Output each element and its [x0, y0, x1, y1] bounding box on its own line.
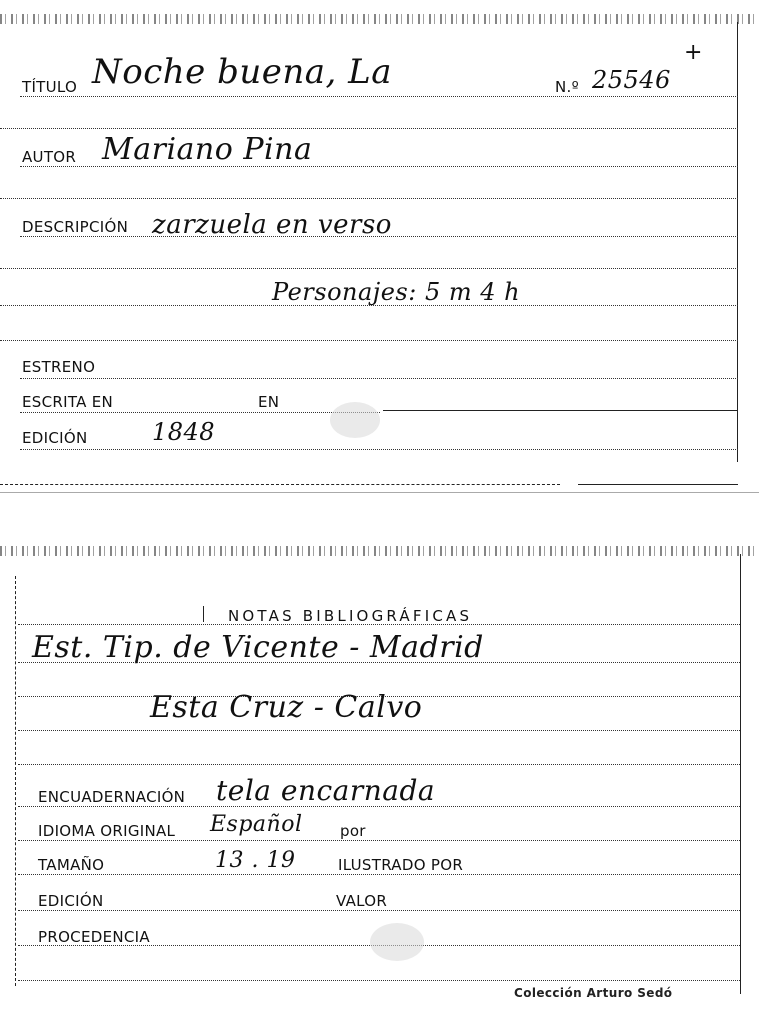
- idioma-label: IDIOMA ORIGINAL: [38, 822, 176, 840]
- titulo-value: Noche buena, La: [92, 52, 393, 92]
- escrita-line-right: [383, 410, 738, 411]
- note-line-1: Est. Tip. de Vicente - Madrid: [32, 630, 484, 665]
- card-right-edge: [740, 554, 741, 994]
- smudge: [330, 402, 380, 438]
- escrita-line: [20, 412, 380, 413]
- card-left-edge: [15, 576, 16, 986]
- encuadernacion-label: ENCUADERNACIÓN: [38, 788, 186, 806]
- idioma-line: [18, 840, 740, 841]
- descripcion-line: [20, 236, 738, 237]
- numero-value: 25546: [592, 66, 671, 94]
- en-label: EN: [258, 393, 280, 411]
- blank-line: [0, 340, 738, 341]
- estreno-line: [20, 378, 738, 379]
- card-bottom-edge-right: [578, 484, 738, 485]
- card-bottom-edge: [0, 484, 560, 485]
- procedencia-label: PROCEDENCIA: [38, 928, 150, 946]
- plus-mark: +: [684, 40, 703, 65]
- titulo-label: TÍTULO: [22, 78, 78, 96]
- note-rule: [18, 662, 740, 663]
- card-bottom-rule: [18, 980, 740, 981]
- escrita-en-label: ESCRITA EN: [22, 393, 114, 411]
- encuadernacion-value: tela encarnada: [216, 774, 436, 807]
- encuadernacion-line: [18, 806, 740, 807]
- smudge: [370, 923, 424, 961]
- valor-label: VALOR: [336, 892, 388, 910]
- estreno-label: ESTRENO: [22, 358, 96, 376]
- card-right-edge: [737, 22, 738, 462]
- tamano-label: TAMAÑO: [38, 856, 105, 874]
- personajes-line: [0, 305, 738, 306]
- edicion-line: [20, 449, 738, 450]
- personajes-value: Personajes: 5 m 4 h: [272, 278, 521, 306]
- note-line-2: Esta Cruz - Calvo: [150, 690, 423, 725]
- edicion-label: EDICIÓN: [22, 429, 88, 447]
- autor-value: Mariano Pina: [102, 132, 313, 167]
- card-top-edge: [0, 546, 759, 556]
- descripcion-value: zarzuela en verso: [152, 210, 392, 240]
- catalog-card-back: [0, 540, 759, 1028]
- autor-label: AUTOR: [22, 148, 77, 166]
- heading-tick: [203, 606, 204, 622]
- titulo-line: [20, 96, 738, 97]
- edicion-label: EDICIÓN: [38, 892, 104, 910]
- autor-line: [20, 166, 738, 167]
- blank-line: [0, 198, 738, 199]
- catalog-card-front: [0, 0, 759, 500]
- edicion-line: [18, 910, 740, 911]
- edicion-value: 1848: [152, 418, 216, 446]
- tamano-value: 13 . 19: [215, 848, 296, 873]
- por-label: por: [340, 822, 366, 840]
- blank-line: [0, 268, 738, 269]
- idioma-value: Español: [210, 812, 303, 837]
- card-top-edge: [0, 14, 759, 24]
- note-rule: [18, 730, 740, 731]
- collection-credit: Colección Arturo Sedó: [514, 986, 673, 1000]
- notas-line: [18, 624, 740, 625]
- numero-label: N.º: [555, 78, 579, 96]
- blank-line: [0, 128, 738, 129]
- note-rule: [18, 764, 740, 765]
- descripcion-label: DESCRIPCIÓN: [22, 218, 129, 236]
- ilustrado-label: ILUSTRADO POR: [338, 856, 464, 874]
- page-divider: [0, 492, 759, 493]
- tamano-line: [18, 874, 740, 875]
- notas-heading: NOTAS BIBLIOGRÁFICAS: [228, 607, 473, 625]
